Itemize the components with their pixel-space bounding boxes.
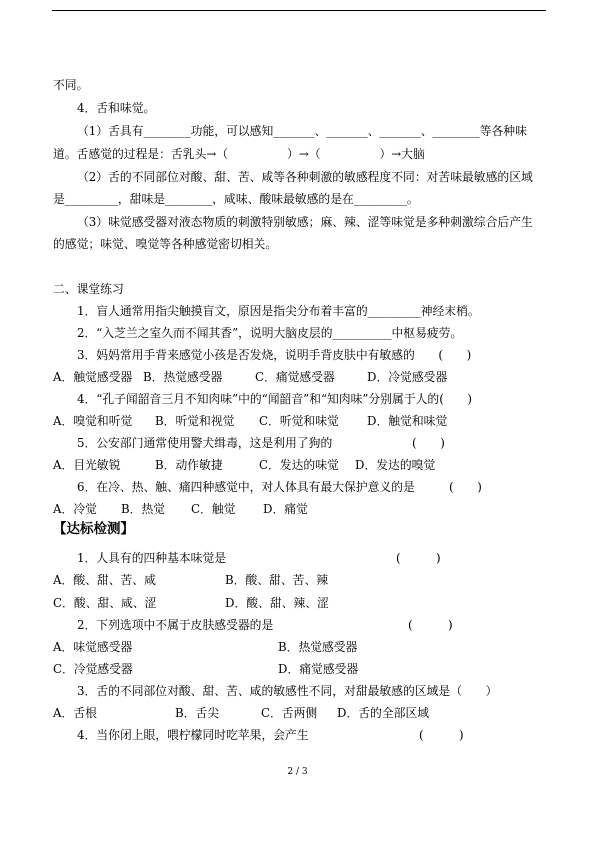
option: B．热觉感受器 [143, 370, 223, 384]
option: D．痛觉 [263, 502, 308, 516]
option: D．痛觉感受器 [278, 662, 359, 676]
header-rule [52, 10, 546, 11]
option: C．冷觉感受器 [53, 662, 133, 676]
question [77, 480, 555, 494]
option: A．触觉感受器 [53, 370, 133, 384]
question [77, 551, 555, 565]
answer-paren: ( ) [408, 618, 453, 632]
option: A．舌根 [53, 706, 97, 720]
fill-blank-line: 道。舌感觉的过程是：舌乳头→（ ）→（ ）→大脑 [53, 147, 425, 161]
option: D．冷觉感受器 [367, 370, 448, 384]
option: B．热觉感受器 [278, 640, 358, 654]
option: B．热觉 [121, 502, 166, 516]
option: D．触觉和味觉 [367, 414, 448, 428]
text-line: 不同。 [53, 78, 89, 92]
option: C．听觉和味觉 [259, 414, 339, 428]
section-title-test: 【达标检测】 [53, 521, 134, 537]
option: B．听觉和视觉 [155, 414, 235, 428]
option: C．触觉 [191, 502, 236, 516]
page-number: 2 / 3 [287, 767, 308, 777]
answer-paren: ( ) [449, 480, 482, 494]
question [77, 618, 555, 632]
option: B．酸、甜、苦、辣 [225, 573, 329, 587]
question: 1．盲人通常用指尖触摸盲文，原因是指尖分布着丰富的_________神经末梢。 [77, 304, 480, 318]
answer-paren: ( ) [412, 436, 445, 450]
option: A．嗅觉和听觉 [53, 414, 133, 428]
question-text: 2．下列选项中不属于皮肤感受器的是 [77, 618, 274, 632]
option: B．动作敏捷 [155, 458, 223, 472]
question-text: 1．人具有的四种基本味觉是 [77, 551, 227, 565]
text-line: （3）味觉感受器对液态物质的刺激特别敏感；麻、辣、涩等味觉是多种刺激综合后产生 [77, 215, 533, 229]
question [77, 728, 555, 742]
question-text: 4．当你闭上眼，喂柠檬同时吃苹果，会产生 [77, 728, 309, 742]
answer-paren: ( ) [396, 551, 441, 565]
option: D．发达的嗅觉 [355, 458, 436, 472]
option: A．酸、甜、苦、咸 [53, 573, 156, 587]
question-text: 6．在冷、热、触、痛四种感觉中，对人体具有最大保护意义的是 [77, 480, 415, 494]
option: A．味觉感受器 [53, 640, 133, 654]
option: C．酸、甜、咸、涩 [53, 596, 157, 610]
option: C．舌两侧 [261, 706, 318, 720]
question: 3．妈妈常用手背来感觉小孩是否发烧，说明手背皮肤中有敏感的 ( ) [77, 348, 472, 362]
option: C．痛觉感受器 [255, 370, 335, 384]
fill-blank-line: （2）舌的不同部位对酸、甜、苦、咸等各种刺激的敏感程度不同：对苦味最敏感的区域 [77, 170, 533, 184]
answer-paren: ( ) [419, 728, 464, 742]
question: 2．“入芝兰之室久而不闻其香”，说明大脑皮层的__________中枢易疲劳。 [77, 326, 463, 340]
option: B．舌尖 [175, 706, 220, 720]
option: D．酸、甜、辣、涩 [225, 596, 329, 610]
option: D．舌的全部区域 [337, 706, 430, 720]
text-line: 的感觉；味觉、嗅觉等各种感觉密切相关。 [53, 237, 278, 251]
option: A．目光敏锐 [53, 458, 121, 472]
fill-blank-line: 是_________，甜味是________，咸味、酸味最敏感的是在_________。 [53, 192, 419, 206]
question: 3．舌的不同部位对酸、甜、苦、咸的敏感性不同，对甜最敏感的区域是（ ） [77, 684, 498, 698]
option: C．发达的味觉 [259, 458, 339, 472]
fill-blank-line: （1）舌具有________功能，可以感知_______、_______、_______、________等各种味 [77, 124, 527, 138]
question: 4．“孔子闻韶音三月不知肉味”中的“闻韶音”和“知肉味”分别属于人的( ) [77, 392, 473, 406]
question-text: 5．公安部门通常使用警犬缉毒，这是利用了狗的 [77, 436, 333, 450]
option: A．冷觉 [53, 502, 97, 516]
question [77, 436, 555, 450]
item-heading: 4．舌和味觉。 [77, 101, 156, 115]
section-title-practice: 二、课堂练习 [53, 282, 124, 296]
